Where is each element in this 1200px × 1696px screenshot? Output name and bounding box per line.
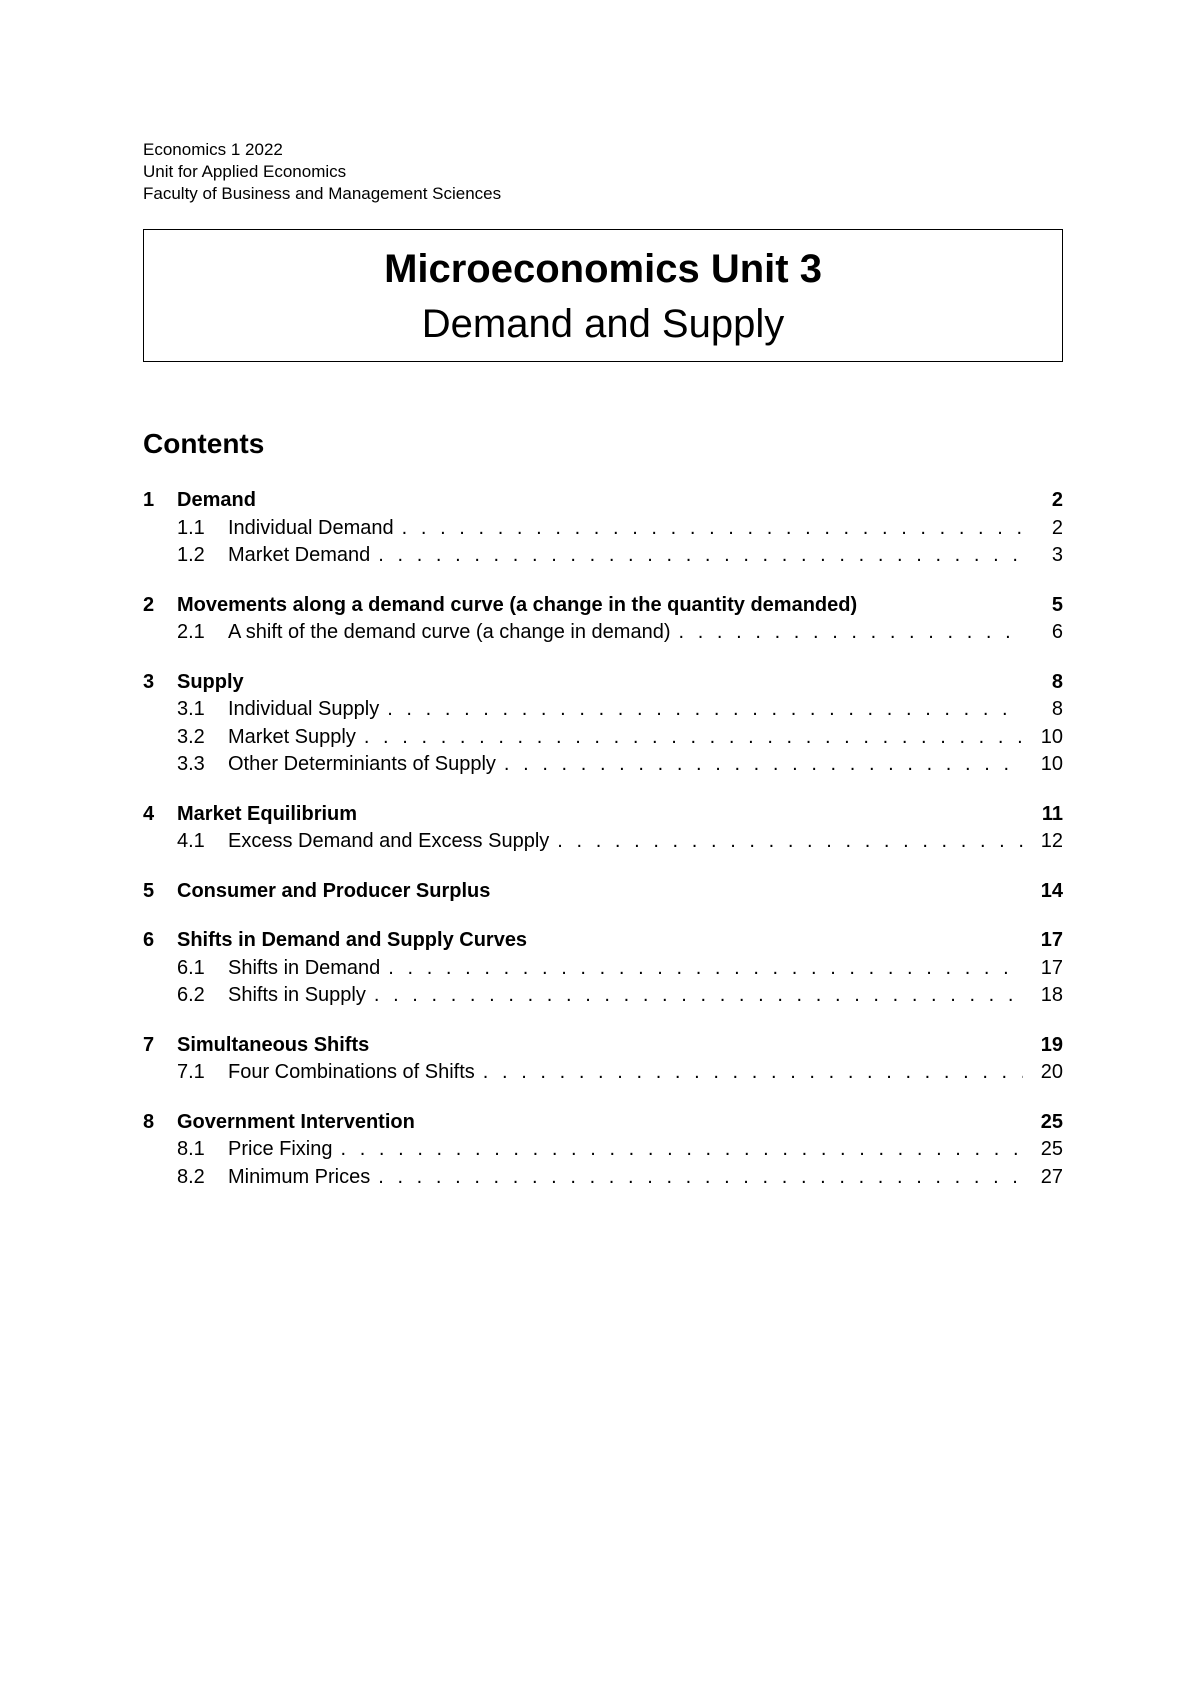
toc-section-title: Supply bbox=[177, 670, 244, 693]
toc-section bbox=[143, 1032, 1063, 1087]
toc-section-entry[interactable] bbox=[143, 669, 1063, 697]
toc-page-number: 10 bbox=[1040, 753, 1063, 775]
toc-subsection-entry[interactable] bbox=[143, 619, 1063, 647]
toc-section-number: 2 bbox=[143, 593, 155, 616]
toc-section bbox=[143, 1109, 1063, 1192]
dot-leader bbox=[378, 1164, 1023, 1192]
dot-leader bbox=[483, 1059, 1023, 1087]
toc-subsection-number: 6.1 bbox=[177, 956, 205, 979]
toc-subsection-number: 1.1 bbox=[177, 516, 205, 539]
toc-section-number: 6 bbox=[143, 929, 155, 951]
toc-section-entry[interactable] bbox=[143, 592, 1063, 620]
toc-section-number: 4 bbox=[143, 802, 155, 825]
toc-section-title: Government Intervention bbox=[177, 1110, 415, 1133]
toc-section-title: Shifts in Demand and Supply Curves bbox=[177, 929, 528, 951]
toc-subsection-number: 3.3 bbox=[177, 753, 205, 775]
toc-subsection-entry[interactable] bbox=[143, 1136, 1063, 1164]
toc-page-number: 5 bbox=[1051, 593, 1063, 616]
toc-subsection-entry[interactable] bbox=[143, 828, 1063, 856]
toc-subsection-entry[interactable] bbox=[143, 696, 1063, 724]
toc-section-title: Consumer and Producer Surplus bbox=[177, 879, 491, 902]
toc-subsection-entry[interactable] bbox=[143, 751, 1063, 779]
document-header bbox=[143, 139, 501, 205]
course-line: Economics 1 2022 bbox=[143, 140, 283, 159]
toc-subsection-entry[interactable] bbox=[143, 982, 1063, 1010]
toc-subsection-number: 8.2 bbox=[177, 1165, 205, 1188]
table-of-contents bbox=[143, 487, 1063, 1213]
toc-subsection-title: Individual Demand bbox=[228, 516, 394, 539]
toc-page-number: 3 bbox=[1051, 544, 1063, 566]
toc-page-number: 2 bbox=[1051, 516, 1063, 539]
dot-leader bbox=[557, 828, 1023, 856]
toc-subsection-number: 8.1 bbox=[177, 1138, 205, 1160]
toc-page-number: 8 bbox=[1051, 670, 1063, 693]
document-title: Microeconomics Unit 3 bbox=[384, 247, 822, 291]
toc-subsection-number: 3.1 bbox=[177, 698, 205, 720]
toc-section-title: Simultaneous Shifts bbox=[177, 1033, 370, 1056]
dot-leader bbox=[374, 982, 1023, 1010]
toc-section-number: 7 bbox=[143, 1033, 155, 1056]
toc-page-number: 10 bbox=[1040, 725, 1063, 748]
toc-subsection-entry[interactable] bbox=[143, 542, 1063, 570]
toc-section-entry[interactable] bbox=[143, 487, 1063, 515]
toc-subsection-title: Excess Demand and Excess Supply bbox=[228, 830, 550, 852]
toc-page-number: 20 bbox=[1040, 1061, 1063, 1083]
toc-subsection-entry[interactable] bbox=[143, 515, 1063, 543]
toc-subsection-number: 7.1 bbox=[177, 1061, 205, 1083]
toc-subsection-title: Shifts in Demand bbox=[228, 956, 381, 979]
dot-leader bbox=[378, 542, 1023, 570]
toc-page-number: 12 bbox=[1040, 830, 1063, 852]
toc-subsection-title: A shift of the demand curve (a change in demand) bbox=[228, 621, 671, 643]
toc-page-number: 18 bbox=[1040, 984, 1063, 1006]
toc-section-number: 5 bbox=[143, 879, 155, 902]
toc-section-title: Demand bbox=[177, 489, 256, 511]
toc-page-number: 6 bbox=[1051, 621, 1063, 643]
toc-section-number: 3 bbox=[143, 670, 155, 693]
toc-page-number: 17 bbox=[1040, 956, 1063, 979]
toc-section-entry[interactable] bbox=[143, 878, 1063, 906]
toc-section bbox=[143, 669, 1063, 779]
toc-section-title: Movements along a demand curve (a change in the quantity demanded) bbox=[177, 593, 858, 616]
toc-section bbox=[143, 878, 1063, 906]
dot-leader bbox=[679, 619, 1024, 647]
dot-leader bbox=[364, 724, 1023, 752]
toc-subsection-number: 2.1 bbox=[177, 621, 205, 643]
toc-page-number: 27 bbox=[1040, 1165, 1063, 1188]
toc-subsection-title: Individual Supply bbox=[228, 698, 380, 720]
toc-subsection-number: 3.2 bbox=[177, 725, 205, 748]
toc-subsection-title: Other Determiniants of Supply bbox=[228, 753, 496, 775]
toc-section-entry[interactable] bbox=[143, 1032, 1063, 1060]
toc-page-number: 17 bbox=[1040, 929, 1063, 951]
dot-leader bbox=[387, 696, 1023, 724]
toc-section bbox=[143, 927, 1063, 1010]
toc-subsection-title: Market Demand bbox=[228, 544, 371, 566]
document-subtitle: Demand and Supply bbox=[421, 302, 785, 346]
toc-section bbox=[143, 801, 1063, 856]
toc-section-entry[interactable] bbox=[143, 801, 1063, 829]
toc-subsection-number: 1.2 bbox=[177, 544, 205, 566]
dot-leader bbox=[388, 955, 1023, 983]
toc-section-entry[interactable] bbox=[143, 927, 1063, 955]
toc-subsection-title: Four Combinations of Shifts bbox=[228, 1061, 475, 1083]
toc-subsection-title: Minimum Prices bbox=[228, 1165, 371, 1188]
title-box bbox=[143, 229, 1063, 362]
toc-page-number: 2 bbox=[1051, 489, 1063, 511]
toc-subsection-entry[interactable] bbox=[143, 1059, 1063, 1087]
faculty-line: Faculty of Business and Management Sciences bbox=[143, 184, 502, 203]
toc-section bbox=[143, 487, 1063, 570]
toc-page-number: 14 bbox=[1040, 879, 1063, 902]
toc-subsection-entry[interactable] bbox=[143, 724, 1063, 752]
dot-leader bbox=[402, 515, 1023, 543]
toc-subsection-entry[interactable] bbox=[143, 955, 1063, 983]
unit-line: Unit for Applied Economics bbox=[143, 162, 347, 181]
dot-leader bbox=[504, 751, 1023, 779]
toc-subsection-title: Market Supply bbox=[228, 725, 356, 748]
toc-page-number: 25 bbox=[1040, 1110, 1063, 1133]
toc-section-entry[interactable] bbox=[143, 1109, 1063, 1137]
toc-subsection-title: Price Fixing bbox=[228, 1138, 333, 1160]
toc-page-number: 11 bbox=[1041, 802, 1063, 825]
dot-leader bbox=[340, 1136, 1023, 1164]
toc-page-number: 25 bbox=[1040, 1138, 1063, 1160]
toc-subsection-title: Shifts in Supply bbox=[228, 984, 366, 1006]
toc-section-number: 8 bbox=[143, 1110, 155, 1133]
toc-page-number: 8 bbox=[1051, 698, 1063, 720]
toc-subsection-number: 6.2 bbox=[177, 984, 205, 1006]
toc-section-title: Market Equilibrium bbox=[177, 802, 358, 825]
toc-page-number: 19 bbox=[1040, 1033, 1063, 1056]
contents-heading: Contents bbox=[143, 428, 265, 459]
toc-subsection-number: 4.1 bbox=[177, 830, 205, 852]
toc-section bbox=[143, 592, 1063, 647]
toc-section-number: 1 bbox=[143, 489, 155, 511]
toc-subsection-entry[interactable] bbox=[143, 1164, 1063, 1192]
